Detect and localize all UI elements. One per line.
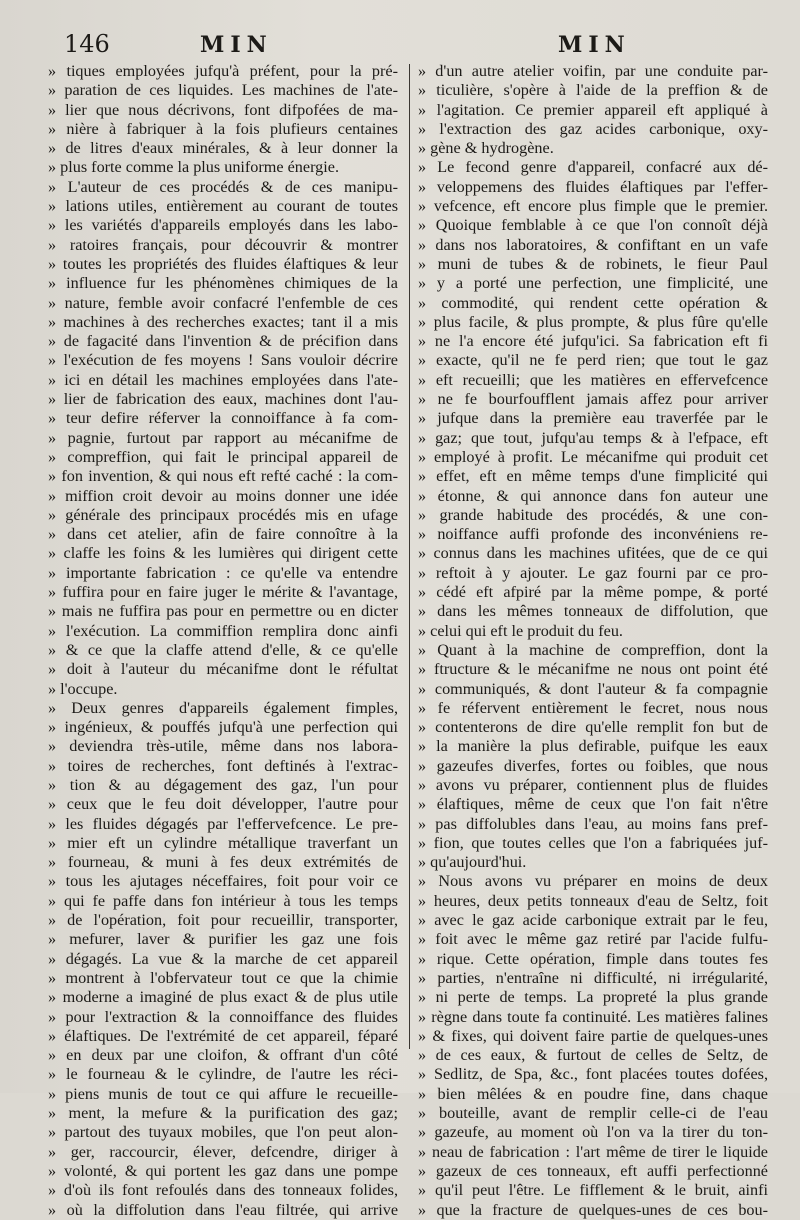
text-line: » ni perte de temps. La propreté la plus grande xyxy=(418,988,768,1007)
text-line: » les variétés d'appareils employés dans les labo- xyxy=(48,216,398,235)
text-line: » importante fabrication : ce qu'elle va entendre xyxy=(48,563,398,582)
text-line: » miffion croit devoir au moins donner une idée xyxy=(48,486,398,505)
text-line: » qu'il peut l'être. Le fifflement & le bruit, ainfi xyxy=(418,1181,768,1200)
text-line: » fion, que toutes celles que l'on a fabriquées juf- xyxy=(418,833,768,852)
text-line: » piens munis de tout ce qui affure le recueille- xyxy=(48,1084,398,1103)
text-line: » L'auteur de ces procédés & de ces manipu- xyxy=(48,177,398,196)
text-line: » eft recueilli; que les matières en effervefcence xyxy=(418,370,768,389)
text-line: » ici en détail les machines employées dans l'ate- xyxy=(48,370,398,389)
text-line: » influence fur les phénomènes chimiques de la xyxy=(48,274,398,293)
text-line: » gène & hydrogène. xyxy=(418,139,554,158)
text-line: » de fagacité dans l'invention & de précifion dans xyxy=(48,332,398,351)
text-line: » moderne a imaginé de plus exact & de plus utile xyxy=(48,988,398,1007)
text-line: » ceux que le feu doit développer, l'autre pour xyxy=(48,795,398,814)
text-line: » Quoique femblable à ce que l'on connoît déjà xyxy=(418,216,768,235)
text-line: » ticulière, s'opère à l'aide de la preffion & de xyxy=(418,81,768,100)
running-head-left: MIN xyxy=(200,32,273,58)
text-line: » reftoit à y ajouter. Le gaz fourni par ce pro- xyxy=(418,563,768,582)
text-line: » le fourneau & le cylindre, de l'autre les réci- xyxy=(48,1065,398,1084)
text-line: » veloppemens des fluides élaftiques par l'effer- xyxy=(418,177,768,196)
text-line: » pagnie, furtout par rapport au mécanifme de xyxy=(48,428,398,447)
column-divider xyxy=(409,64,410,1049)
text-line: » noiffance auffi profonde des inconvéniens re- xyxy=(418,525,768,544)
running-head-right: MIN xyxy=(558,32,631,58)
text-line: » grande habitude des procédés, & une con- xyxy=(418,505,768,524)
text-line: » dans les mêmes tonneaux de diffolution, que xyxy=(418,602,768,621)
text-line: » gazeufe, au moment où l'on va la tirer du ton- xyxy=(418,1123,768,1142)
text-line: » de ces eaux, & furtout de celles de Seltz, de xyxy=(418,1046,768,1065)
text-line: » rique. Cette opération, fimple dans toutes fes xyxy=(418,949,768,968)
text-line: » dans cet atelier, afin de faire connoître à la xyxy=(48,525,398,544)
text-line: » bien mêlées & en poudre fine, dans chaque xyxy=(418,1084,768,1103)
text-line: » lations utiles, entièrement au courant de toutes xyxy=(48,197,398,216)
right-text-column xyxy=(418,62,768,1219)
text-line: » mier eft un cylindre métallique traverfant un xyxy=(48,833,398,852)
text-line: » commodité, qui rendent cette opération & xyxy=(418,293,768,312)
text-line: » ger, raccourcir, élever, defcendre, diriger à xyxy=(48,1142,398,1161)
text-line: » ne fe bourfoufflent jamais affez pour arriver xyxy=(418,390,768,409)
text-line: » les fluides dégagés par l'effervefcence. Le pre- xyxy=(48,814,398,833)
text-line: » effet, eft en même temps d'une fimplicité qui xyxy=(418,467,768,486)
text-line: » connus dans les machines ufitées, que de ce qui xyxy=(418,544,768,563)
text-line: » avons vu préparer, contiennent plus de fluides xyxy=(418,775,768,794)
text-line: » l'exécution. La commiffion remplira donc ainfi xyxy=(48,621,398,640)
text-line: » Deux genres d'appareils également fimples, xyxy=(48,698,398,717)
text-line: » l'extraction des gaz acides carbonique, oxy- xyxy=(418,119,768,138)
text-line: » toutes les propriétés des fluides élaftiques & leur xyxy=(48,254,398,273)
text-line: » l'occupe. xyxy=(48,679,118,698)
text-line: » l'exécution de fes moyens ! Sans vouloir décrire xyxy=(48,351,398,370)
text-line: » élaftiques. De l'extrémité de cet appareil, féparé xyxy=(48,1026,398,1045)
text-line: » y a porté une perfection, une fimplicité, une xyxy=(418,274,768,293)
text-line: » claffe les foins & les lumières qui dirigent cette xyxy=(48,544,398,563)
text-line: » partout des tuyaux mobiles, que l'on peut alon- xyxy=(48,1123,398,1142)
text-line: » lier que nous décrivons, font difpofées de ma- xyxy=(48,100,398,119)
text-line: » ne l'a encore été jufqu'ici. Sa fabrication eft fi xyxy=(418,332,768,351)
text-line: » bouteille, avant de remplir celle-ci de l'eau xyxy=(418,1104,768,1123)
text-line: » gazeufes diverfes, fortes ou foibles, que nous xyxy=(418,756,768,775)
text-line: » tiques employées jufqu'à préfent, pour la pré- xyxy=(48,62,398,80)
text-line: » fon invention, & qui nous eft refté caché : la com- xyxy=(48,467,398,486)
text-line: » ftructure & le mécanifme ne nous ont point été xyxy=(418,660,768,679)
text-line: » de l'opération, foit pour recueillir, transporter, xyxy=(48,911,398,930)
text-line: » doit à l'auteur du mécanifme dont le réfultat xyxy=(48,660,398,679)
text-line: » qu'aujourd'hui. xyxy=(418,853,527,872)
text-line: » pour l'extraction & la connoiffance des fluides xyxy=(48,1007,398,1026)
text-line: » deviendra très-utile, même dans nos labora- xyxy=(48,737,398,756)
text-line: » que la fracture de quelques-unes de ces bou- xyxy=(418,1200,768,1219)
left-text-column xyxy=(48,62,398,1219)
text-line: » pas diffolubles dans l'eau, au moins fans pref- xyxy=(418,814,768,833)
text-line: » toires de recherches, font deftinés à l'extrac- xyxy=(48,756,398,775)
page-number: 146 xyxy=(64,30,110,58)
text-line: » tion & au dégagement des gaz, l'un pour xyxy=(48,775,398,794)
text-line: » paration de ces liquides. Les machines de l'ate- xyxy=(48,81,398,100)
text-line: » jufque dans la première eau traverfée par le xyxy=(418,409,768,428)
text-line: » exacte, qu'il ne fe perd rien; que tout le gaz xyxy=(418,351,768,370)
text-line: » muni de tubes & de robinets, le fieur Paul xyxy=(418,254,768,273)
text-line: » fourneau, & muni à fes deux extrémités de xyxy=(48,853,398,872)
text-line: » teur defire réferver la connoiffance à fa com- xyxy=(48,409,398,428)
text-line: » heures, deux petits tonneaux d'eau de Seltz, foit xyxy=(418,891,768,910)
text-line: » fe réfervent entièrement le fecret, nous nous xyxy=(418,698,768,717)
text-line: » machines à des recherches exactes; tant il a mis xyxy=(48,312,398,331)
page-header xyxy=(0,28,800,62)
text-line: » fuffira pour en faire juger le mérite & l'avantage, xyxy=(48,583,398,602)
text-line: » & fixes, qui doivent faire partie de quelques-unes xyxy=(418,1026,768,1045)
text-line: » foit avec le même gaz retiré par l'acide fulfu- xyxy=(418,930,768,949)
text-line: » nature, femble avoir confacré l'enfemble de ces xyxy=(48,293,398,312)
text-line: » générale des principaux procédés mis en ufage xyxy=(48,505,398,524)
text-line: » nière à fabriquer à la fois plufieurs centaines xyxy=(48,119,398,138)
text-line: » d'un autre atelier voifin, par une conduite par- xyxy=(418,62,768,80)
text-line: » vefcence, eft encore plus fimple que le premier. xyxy=(418,197,768,216)
text-line: » de litres d'eaux minérales, & à leur donner la xyxy=(48,139,398,158)
text-line: » compreffion, qui fait le principal appareil de xyxy=(48,447,398,466)
text-line: » élaftiques, même de ceux que l'on fait n'être xyxy=(418,795,768,814)
text-line: » règne dans toute fa continuité. Les matières falines xyxy=(418,1007,768,1026)
text-line: » communiqués, & dont l'auteur & fa compagnie xyxy=(418,679,768,698)
text-line: » volonté, & qui portent les gaz dans une pompe xyxy=(48,1161,398,1180)
text-line: » celui qui eft le produit du feu. xyxy=(418,621,623,640)
text-line: » & ce que la claffe attend d'elle, & ce qu'elle xyxy=(48,640,398,659)
text-line: » Nous avons vu préparer en moins de deux xyxy=(418,872,768,891)
text-line: » plus facile, & plus prompte, & plus fûre qu'elle xyxy=(418,312,768,331)
text-line: » qui fe paffe dans fon intérieur à tous les temps xyxy=(48,891,398,910)
text-line: » avec le gaz acide carbonique extrait par le feu, xyxy=(418,911,768,930)
text-line: » où la diffolution dans l'eau filtrée, qui arrive xyxy=(48,1200,398,1219)
text-line: » ratoires français, pour découvrir & montrer xyxy=(48,235,398,254)
text-line: » la manière la plus defirable, puifque les eaux xyxy=(418,737,768,756)
text-line: » mefurer, laver & purifier les gaz une fois xyxy=(48,930,398,949)
text-line: » neau de fabrication : l'art même de tirer le liquide xyxy=(418,1142,768,1161)
text-line: » Quant à la machine de compreffion, dont la xyxy=(418,640,768,659)
text-line: » tous les ajutages néceffaires, foit pour voir ce xyxy=(48,872,398,891)
text-line: » employé à profit. Le mécanifme qui produit cet xyxy=(418,447,768,466)
text-line: » mais ne fuffira pas pour en permettre ou en dicter xyxy=(48,602,398,621)
text-line: » ment, la mefure & la purification des gaz; xyxy=(48,1104,398,1123)
text-line: » cédé eft afpiré par la même pompe, & porté xyxy=(418,583,768,602)
text-line: » étonne, & qui annonce dans fon auteur une xyxy=(418,486,768,505)
text-line: » gazeux de ces tonneaux, eft auffi perfectionné xyxy=(418,1161,768,1180)
text-line: » plus forte comme la plus uniforme énergie. xyxy=(48,158,339,177)
text-line: » contenterons de dire qu'elle remplit fon but de xyxy=(418,718,768,737)
text-line: » parties, n'entraîne ni difficulté, ni irrégularité, xyxy=(418,968,768,987)
text-line: » Sedlitz, de Spa, &c., font placées toutes dofées, xyxy=(418,1065,768,1084)
text-line: » en deux par une cloifon, & offrant d'un côté xyxy=(48,1046,398,1065)
text-line: » Le fecond genre d'appareil, confacré aux dé- xyxy=(418,158,768,177)
text-line: » gaz; que tout, jufqu'au temps & à l'efpace, eft xyxy=(418,428,768,447)
text-line: » montrent à l'obfervateur tout ce que la chimie xyxy=(48,968,398,987)
text-line: » dans nos laboratoires, & confiftant en un vafe xyxy=(418,235,768,254)
text-line: » d'où ils font refoulés dans des tonneaux folides, xyxy=(48,1181,398,1200)
text-line: » lier de fabrication des eaux, machines dont l'au- xyxy=(48,390,398,409)
text-line: » l'agitation. Ce premier appareil eft appliqué à xyxy=(418,100,768,119)
text-line: » ingénieux, & pouffés jufqu'à une perfection qui xyxy=(48,718,398,737)
text-line: » dégagés. La vue & la marche de cet appareil xyxy=(48,949,398,968)
